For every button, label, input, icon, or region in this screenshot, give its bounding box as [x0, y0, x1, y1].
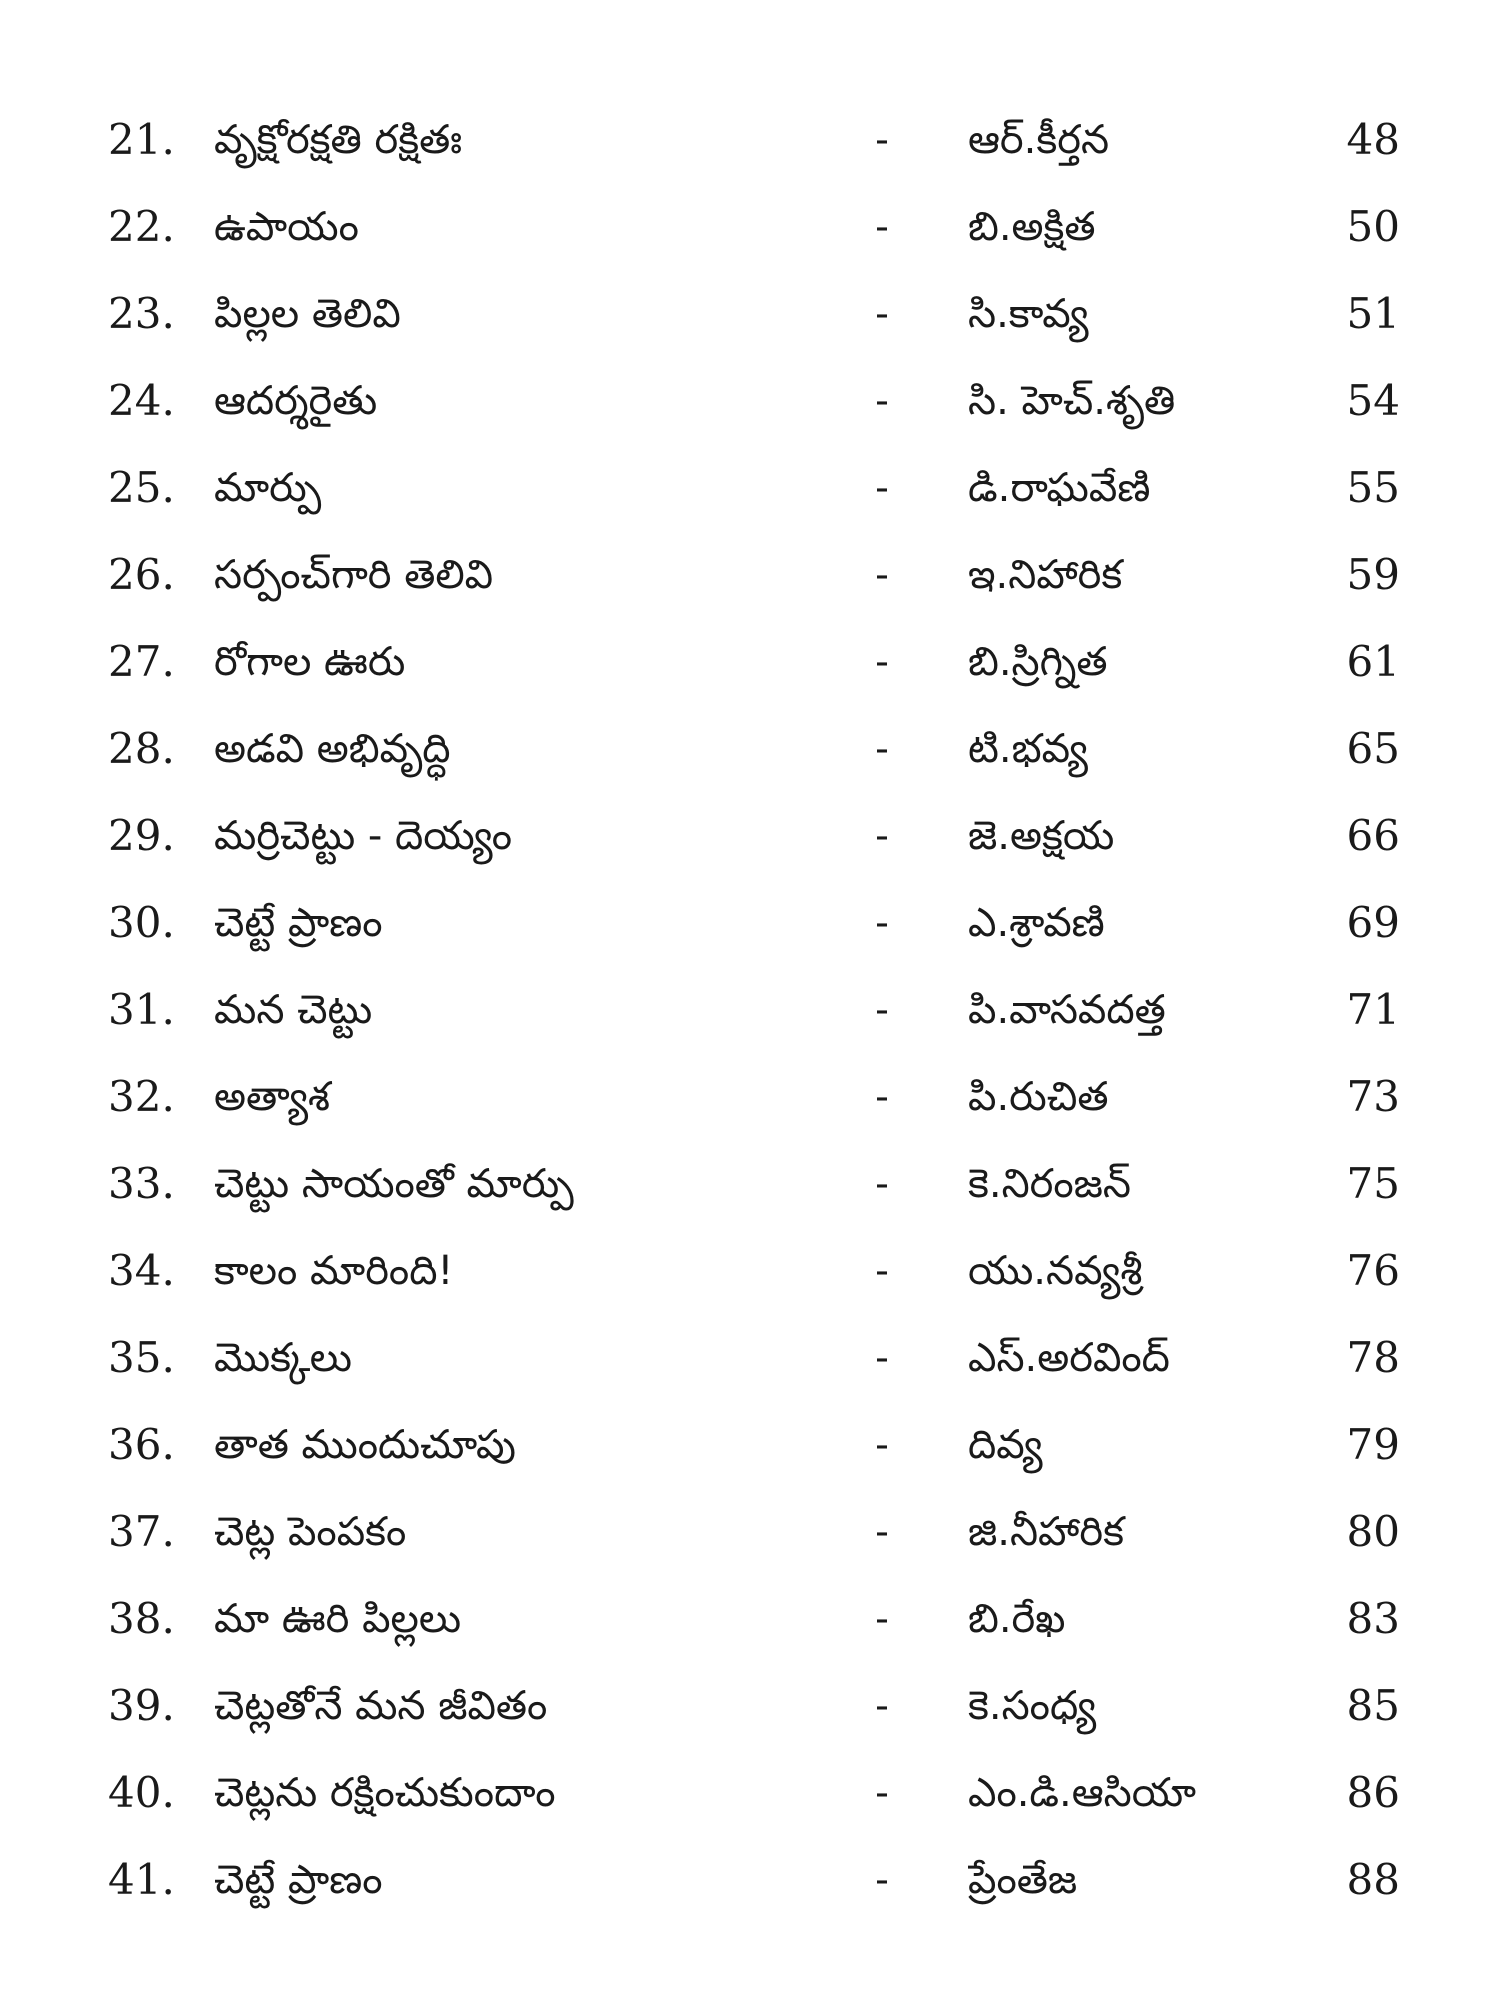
toc-entry — [0, 191, 1500, 278]
entry-author: టి.భవ్య — [968, 726, 1088, 772]
entry-page-number: 83 — [1346, 1594, 1400, 1643]
entry-author: బి.రేఖ — [968, 1596, 1066, 1642]
entry-page-number: 65 — [1346, 724, 1400, 773]
entry-number: 23. — [108, 289, 175, 338]
entry-page-number: 78 — [1346, 1333, 1400, 1382]
entry-author: బి.అక్షిత — [968, 204, 1096, 250]
toc-entry — [0, 1583, 1500, 1670]
entry-page-number: 85 — [1346, 1681, 1400, 1730]
toc-entry — [0, 1670, 1500, 1757]
entry-page-number: 80 — [1346, 1507, 1400, 1556]
entry-author: సి.కావ్య — [968, 291, 1089, 337]
entry-author: కె.సంధ్య — [968, 1683, 1097, 1729]
entry-number: 39. — [108, 1681, 175, 1730]
entry-title: సర్పంచ్‌గారి తెలివి — [214, 552, 494, 598]
entry-author: సి. హెచ్.శృతి — [968, 378, 1176, 424]
entry-page-number: 61 — [1346, 637, 1400, 686]
entry-page-number: 86 — [1346, 1768, 1400, 1817]
toc-entry — [0, 1757, 1500, 1844]
entry-title: మొక్కలు — [214, 1335, 352, 1381]
toc-entry — [0, 278, 1500, 365]
entry-title: చెట్లతోనే మన జీవితం — [214, 1683, 548, 1729]
entry-author: ఎస్.అరవింద్ — [968, 1335, 1170, 1381]
entry-number: 31. — [108, 985, 175, 1034]
entry-author: ఎ.శ్రావణి — [968, 900, 1105, 946]
entry-page-number: 55 — [1346, 463, 1400, 512]
toc-entry — [0, 1409, 1500, 1496]
toc-entry — [0, 1844, 1500, 1931]
entry-title: చెట్టే ప్రాణం — [214, 1857, 383, 1903]
entry-page-number: 66 — [1346, 811, 1400, 860]
entry-title: చెట్టు సాయంతో మార్పు — [214, 1161, 574, 1207]
entry-author: యు.నవ్యశ్రీ — [968, 1248, 1143, 1294]
entry-author: ఎం.డి.ఆసియా — [968, 1770, 1197, 1816]
entry-number: 34. — [108, 1246, 175, 1295]
toc-entry — [0, 1496, 1500, 1583]
toc-entry — [0, 887, 1500, 974]
toc-entry — [0, 974, 1500, 1061]
entry-number: 41. — [108, 1855, 175, 1904]
entry-number: 30. — [108, 898, 175, 947]
entry-title: పిల్లల తెలివి — [214, 291, 401, 337]
entry-separator: - — [875, 1335, 889, 1381]
entry-number: 22. — [108, 202, 175, 251]
entry-separator: - — [875, 1770, 889, 1816]
entry-page-number: 48 — [1346, 115, 1400, 164]
entry-title: వృక్షోరక్షతి రక్షితః — [214, 117, 463, 163]
entry-title: మార్పు — [214, 465, 322, 511]
toc-entry — [0, 1061, 1500, 1148]
toc-entry — [0, 800, 1500, 887]
entry-separator: - — [875, 1248, 889, 1294]
entry-page-number: 54 — [1346, 376, 1400, 425]
entry-author: పి.వాసవదత్త — [968, 987, 1166, 1033]
entry-author: ప్రేంతేజ — [968, 1857, 1078, 1903]
entry-page-number: 59 — [1346, 550, 1400, 599]
entry-title: చెట్టే ప్రాణం — [214, 900, 383, 946]
entry-author: దివ్య — [968, 1422, 1043, 1468]
toc-entry — [0, 452, 1500, 539]
toc-entry — [0, 365, 1500, 452]
entry-title: మర్రిచెట్టు - దెయ్యం — [214, 813, 512, 859]
entry-title: అత్యాశ — [214, 1074, 331, 1120]
entry-number: 29. — [108, 811, 175, 860]
entry-title: మన చెట్టు — [214, 987, 373, 1033]
entry-separator: - — [875, 1422, 889, 1468]
entry-number: 38. — [108, 1594, 175, 1643]
entry-title: కాలం మారింది! — [214, 1248, 454, 1294]
entry-title: ఆదర్శరైతు — [214, 378, 378, 424]
entry-separator: - — [875, 1161, 889, 1207]
entry-separator: - — [875, 1683, 889, 1729]
entry-number: 21. — [108, 115, 175, 164]
entry-separator: - — [875, 987, 889, 1033]
entry-title: అడవి అభివృద్ధి — [214, 726, 451, 772]
entry-author: కె.నిరంజన్ — [968, 1161, 1131, 1207]
entry-separator: - — [875, 1596, 889, 1642]
entry-separator: - — [875, 900, 889, 946]
toc-entry — [0, 713, 1500, 800]
entry-page-number: 88 — [1346, 1855, 1400, 1904]
entry-number: 33. — [108, 1159, 175, 1208]
entry-page-number: 73 — [1346, 1072, 1400, 1121]
entry-separator: - — [875, 639, 889, 685]
entry-separator: - — [875, 1857, 889, 1903]
entry-author: ఇ.నిహారిక — [968, 552, 1123, 598]
entry-author: జి.నీహారిక — [968, 1509, 1124, 1555]
entry-author: డి.రాఘవేణి — [968, 465, 1151, 511]
entry-page-number: 51 — [1346, 289, 1400, 338]
toc-entry — [0, 1322, 1500, 1409]
toc-entry — [0, 539, 1500, 626]
toc-entry — [0, 1148, 1500, 1235]
entry-separator: - — [875, 552, 889, 598]
entry-number: 35. — [108, 1333, 175, 1382]
entry-separator: - — [875, 117, 889, 163]
entry-author: పి.రుచిత — [968, 1074, 1109, 1120]
entry-separator: - — [875, 204, 889, 250]
entry-separator: - — [875, 1509, 889, 1555]
entry-page-number: 75 — [1346, 1159, 1400, 1208]
entry-separator: - — [875, 378, 889, 424]
toc-entry — [0, 1235, 1500, 1322]
entry-author: జె.అక్షయ — [968, 813, 1115, 859]
entry-separator: - — [875, 465, 889, 511]
toc-entry — [0, 104, 1500, 191]
entry-author: ఆర్.కీర్తన — [968, 117, 1110, 163]
entry-page-number: 69 — [1346, 898, 1400, 947]
entry-number: 40. — [108, 1768, 175, 1817]
entry-number: 37. — [108, 1507, 175, 1556]
entry-separator: - — [875, 726, 889, 772]
entry-number: 25. — [108, 463, 175, 512]
entry-title: చెట్ల పెంపకం — [214, 1509, 407, 1555]
entry-number: 32. — [108, 1072, 175, 1121]
entry-number: 27. — [108, 637, 175, 686]
entry-title: ఉపాయం — [214, 204, 359, 250]
entry-separator: - — [875, 1074, 889, 1120]
entry-number: 36. — [108, 1420, 175, 1469]
entry-separator: - — [875, 291, 889, 337]
table-of-contents — [0, 104, 1500, 1931]
entry-number: 28. — [108, 724, 175, 773]
entry-title: చెట్లను రక్షించుకుందాం — [214, 1770, 556, 1816]
entry-page-number: 71 — [1346, 985, 1400, 1034]
entry-number: 26. — [108, 550, 175, 599]
entry-title: మా ఊరి పిల్లలు — [214, 1596, 462, 1642]
entry-number: 24. — [108, 376, 175, 425]
entry-page-number: 76 — [1346, 1246, 1400, 1295]
entry-page-number: 79 — [1346, 1420, 1400, 1469]
toc-entry — [0, 626, 1500, 713]
entry-separator: - — [875, 813, 889, 859]
entry-title: తాత ముందుచూపు — [214, 1422, 516, 1468]
entry-author: బి.స్రిగ్నిత — [968, 639, 1108, 685]
entry-title: రోగాల ఊరు — [214, 639, 406, 685]
entry-page-number: 50 — [1346, 202, 1400, 251]
